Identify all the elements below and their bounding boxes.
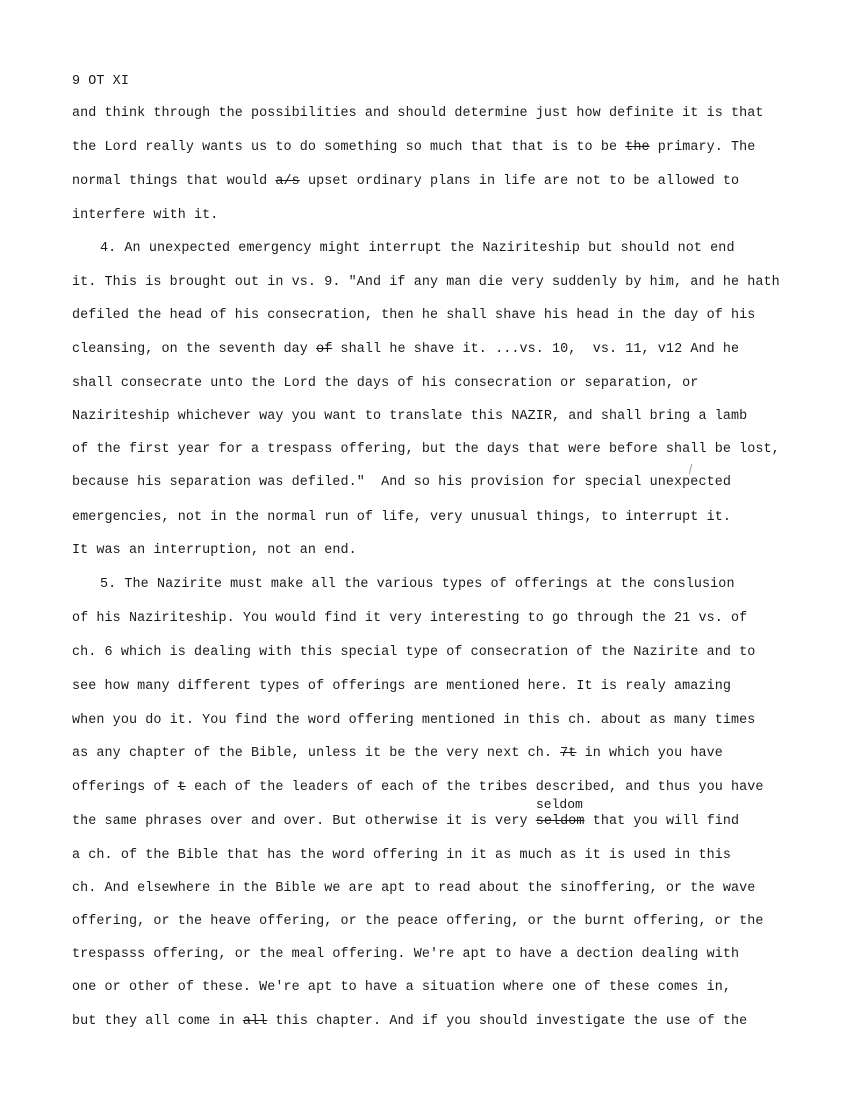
text-line (72, 140, 755, 156)
text-line: shall consecrate unto the Lord the days of his consecration or separation, or (72, 376, 699, 391)
struck-out-word: seldom (535, 814, 585, 829)
struck-out-word: t (177, 780, 186, 795)
page-header: 9 OT XI (72, 74, 129, 89)
text-line: a ch. of the Bible that has the word offering in it as much as it is used in this (72, 848, 731, 863)
struck-out-word: the (625, 140, 650, 155)
text-line: emergencies, not in the normal run of life, very unusual things, to interrupt it. (72, 510, 731, 525)
struck-out-word: all (242, 1014, 268, 1029)
text-line: when you do it. You find the word offering mentioned in this ch. about as many times (72, 713, 756, 728)
text-line (72, 814, 739, 830)
text-segment: each of the leaders of each of the tribes described, and thus you have (194, 780, 764, 795)
text-line: interfere with it. (72, 208, 219, 223)
text-line: of the first year for a trespass offering, but the days that were before shall be lost, (72, 442, 780, 457)
text-segment: offerings of (72, 780, 170, 795)
text-line (72, 174, 739, 190)
text-segment: cleansing, on the seventh day (72, 342, 308, 357)
handwritten-insertion: seldom (536, 797, 583, 812)
text-segment: but they all come in (72, 1014, 235, 1029)
text-segment: the same phrases over and over. But otherwise it is very (72, 814, 528, 829)
text-line: and think through the possibilities and should determine just how definite it is that (72, 106, 764, 121)
text-segment: in which you have (584, 746, 723, 761)
text-line (72, 780, 764, 796)
text-line (72, 746, 723, 762)
text-segment: the Lord really wants us to do something so much that that is to be (72, 140, 618, 155)
text-segment: as any chapter of the Bible, unless it be the very next ch. (72, 746, 553, 761)
text-line (72, 342, 739, 358)
struck-out-word: a/s (275, 174, 300, 189)
text-line: It was an interruption, not an end. (72, 543, 357, 558)
text-line (72, 1014, 747, 1030)
text-line: Naziriteship whichever way you want to translate this NAZIR, and shall bring a lamb (72, 409, 748, 424)
text-line: trespasss offering, or the meal offering. We're apt to have a dection dealing with (72, 947, 740, 962)
text-line: see how many different types of offerings are mentioned here. It is realy amazing (72, 679, 731, 694)
text-line: it. This is brought out in vs. 9. "And if any man die very suddenly by him, and he hath (72, 275, 780, 290)
text-segment: shall he shave it. ...vs. 10, vs. 11, v12 And he (340, 342, 740, 357)
paragraph-5-start: 5. The Nazirite must make all the various types of offerings at the conslusion (100, 577, 735, 592)
text-line: of his Naziriteship. You would find it very interesting to go through the 21 vs. of (72, 611, 748, 626)
text-line: ch. And elsewhere in the Bible we are apt to read about the sinoffering, or the wave (72, 881, 756, 896)
text-segment: normal things that would (72, 174, 268, 189)
text-segment: this chapter. And if you should investigate the use of the (275, 1014, 748, 1029)
text-line: ch. 6 which is dealing with this special type of consecration of the Nazirite and to (72, 645, 756, 660)
text-segment: that you will find (592, 814, 740, 829)
text-line: one or other of these. We're apt to have a situation where one of these comes in, (72, 980, 731, 995)
struck-out-word: 7t (560, 746, 577, 761)
text-segment: upset ordinary plans in life are not to be allowed to (307, 174, 740, 189)
struck-out-word: of (316, 342, 333, 357)
text-segment: primary. The (657, 140, 756, 155)
pencil-mark (689, 464, 693, 474)
text-line: because his separation was defiled." And so his provision for special unexpected (72, 475, 731, 490)
text-line: defiled the head of his consecration, then he shall shave his head in the day of his (72, 308, 756, 323)
text-line: offering, or the heave offering, or the peace offering, or the burnt offering, or the (72, 914, 764, 929)
paragraph-4-start: 4. An unexpected emergency might interrupt the Naziriteship but should not end (100, 241, 735, 256)
